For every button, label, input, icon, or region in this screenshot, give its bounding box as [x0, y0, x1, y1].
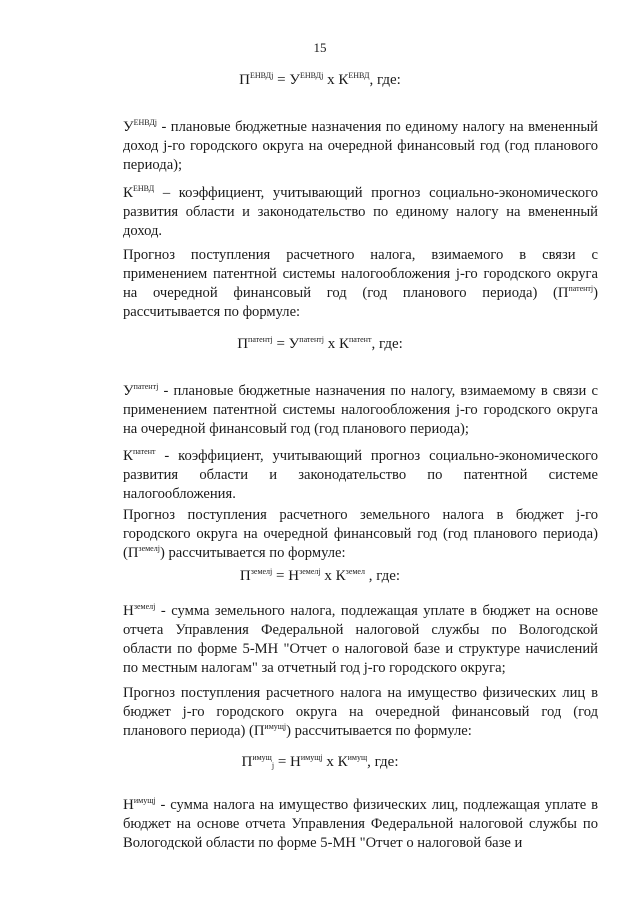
formula-land-eq: =	[272, 568, 289, 584]
formula-property-eq: =	[274, 754, 291, 770]
formula-envd-b-index: ЕНВД	[348, 71, 370, 80]
formula-patent	[0, 334, 640, 354]
formula-envd-lhs-index: ЕНВДj	[249, 71, 274, 80]
paragraph-text: - сумма налога на имущество физических лиц, подлежащая уплате в бюджет на основе отчета Управления Федеральной налоговой службы по Вологодской области по форме 5-МН "Отчет о налоговой базе и	[123, 797, 598, 851]
formula-envd-a: У	[289, 72, 300, 88]
paragraph-text-tail: ) рассчитывается по формуле:	[123, 285, 598, 320]
symbol-index: имущj	[133, 796, 156, 805]
paragraph-patent-coef	[123, 447, 598, 504]
formula-patent-times: х	[323, 336, 339, 352]
formula-patent-a-index: патентj	[299, 335, 324, 344]
symbol-k: К	[123, 448, 134, 464]
formula-patent-a: У	[288, 336, 300, 352]
paragraph-text: Прогноз поступления расчетного налога, взимаемого в связи с применением патентной системы налогообложения j-го городского округа на очередной финансовый год (год планового периода) (П	[123, 247, 598, 301]
formula-land-tail: , где:	[364, 568, 401, 584]
formula-land-lhs: П	[239, 568, 251, 584]
symbol-index: земелj	[133, 602, 156, 611]
formula-land-a-index: земелj	[299, 567, 321, 576]
paragraph-text: - коэффициент, учитывающий прогноз социально-экономического развития области и законодательство по патентной системе налогообложения.	[123, 448, 598, 502]
formula-envd-a-index: ЕНВДj	[299, 71, 324, 80]
formula-property-lhs: П	[241, 754, 253, 770]
formula-property	[0, 752, 640, 772]
paragraph-patent-plan	[123, 382, 598, 439]
symbol-index: патентj	[568, 284, 594, 293]
formula-land-a: Н	[288, 568, 300, 584]
formula-property-lhs-sub: j	[271, 761, 275, 770]
formula-property-lhs-index: имущ	[252, 753, 272, 762]
paragraph-land-intro	[123, 506, 598, 563]
formula-envd-times: х	[323, 72, 339, 88]
symbol-index: имущj	[264, 722, 287, 731]
paragraph-text-tail: ) рассчитывается по формуле:	[159, 545, 346, 561]
paragraph-land-sum	[123, 602, 598, 678]
symbol-n: Н	[123, 603, 134, 619]
formula-envd-lhs: П	[239, 72, 250, 88]
formula-envd-tail: , где:	[369, 72, 401, 88]
symbol-index: ЕНВД	[133, 184, 155, 193]
symbol-index: патент	[133, 447, 156, 456]
formula-patent-eq: =	[272, 336, 289, 352]
formula-envd-b: К	[338, 72, 349, 88]
paragraph-text-tail: ) рассчитывается по формуле:	[286, 723, 472, 739]
symbol-k: К	[123, 185, 134, 201]
symbol-n: Н	[123, 797, 134, 813]
formula-property-tail: , где:	[367, 754, 399, 770]
paragraph-patent-intro	[123, 246, 598, 322]
paragraph-envd-coef	[123, 184, 598, 241]
paragraph-text: - плановые бюджетные назначения по налогу, взимаемому в связи с применением патентной системы налогообложения j-го городского округа на очередной финансовый год (год планового периода);	[123, 383, 598, 437]
formula-patent-lhs: П	[237, 336, 249, 352]
formula-patent-lhs-index: патентj	[248, 335, 273, 344]
formula-land-b-index: земел	[345, 567, 365, 576]
formula-land	[0, 566, 640, 586]
formula-property-b: К	[337, 754, 348, 770]
formula-property-a-index: имущj	[300, 753, 323, 762]
symbol-index: патентj	[133, 382, 159, 391]
symbol-u: У	[123, 119, 134, 135]
paragraph-envd-plan	[123, 118, 598, 175]
paragraph-property-sum	[123, 796, 598, 853]
paragraph-property-intro	[123, 684, 598, 741]
formula-envd	[0, 70, 640, 90]
formula-land-lhs-index: земелj	[250, 567, 273, 576]
formula-property-b-index: имущ	[347, 753, 368, 762]
formula-property-times: х	[322, 754, 338, 770]
formula-patent-tail: , где:	[371, 336, 403, 352]
paragraph-text: Прогноз поступления расчетного налога на имущество физических лиц в бюджет j-го городского округа на очередной финансовый год (год планового периода) (П	[123, 685, 598, 739]
paragraph-text: - сумма земельного налога, подлежащая уплате в бюджет на основе отчета Управления Федеральной налоговой службы по Вологодской области по форме 5-МН "Отчет о налоговой базе и структуре начислений по местным налогам" за отчетный год j-го городского округа;	[123, 603, 598, 676]
formula-patent-b: К	[338, 336, 349, 352]
paragraph-text: Прогноз поступления расчетного земельного налога в бюджет j-го городского округа на очередной финансовый год (год планового периода) (П	[123, 507, 598, 561]
formula-property-a: Н	[290, 754, 301, 770]
formula-land-times: х	[320, 568, 336, 584]
formula-land-b: К	[335, 568, 346, 584]
symbol-index: ЕНВДj	[133, 118, 157, 127]
symbol-u: У	[123, 383, 134, 399]
paragraph-text: – коэффициент, учитывающий прогноз социально-экономического развития области и законодательство по единому налогу на вмененный доход.	[123, 185, 598, 239]
paragraph-text: - плановые бюджетные назначения по единому налогу на вмененный доход j-го городского округа на очередной финансовый год (год планового периода);	[123, 119, 598, 173]
page-number: 15	[313, 40, 327, 55]
symbol-index: земелj	[138, 544, 160, 553]
formula-patent-b-index: патент	[348, 335, 372, 344]
formula-envd-eq: =	[273, 72, 290, 88]
